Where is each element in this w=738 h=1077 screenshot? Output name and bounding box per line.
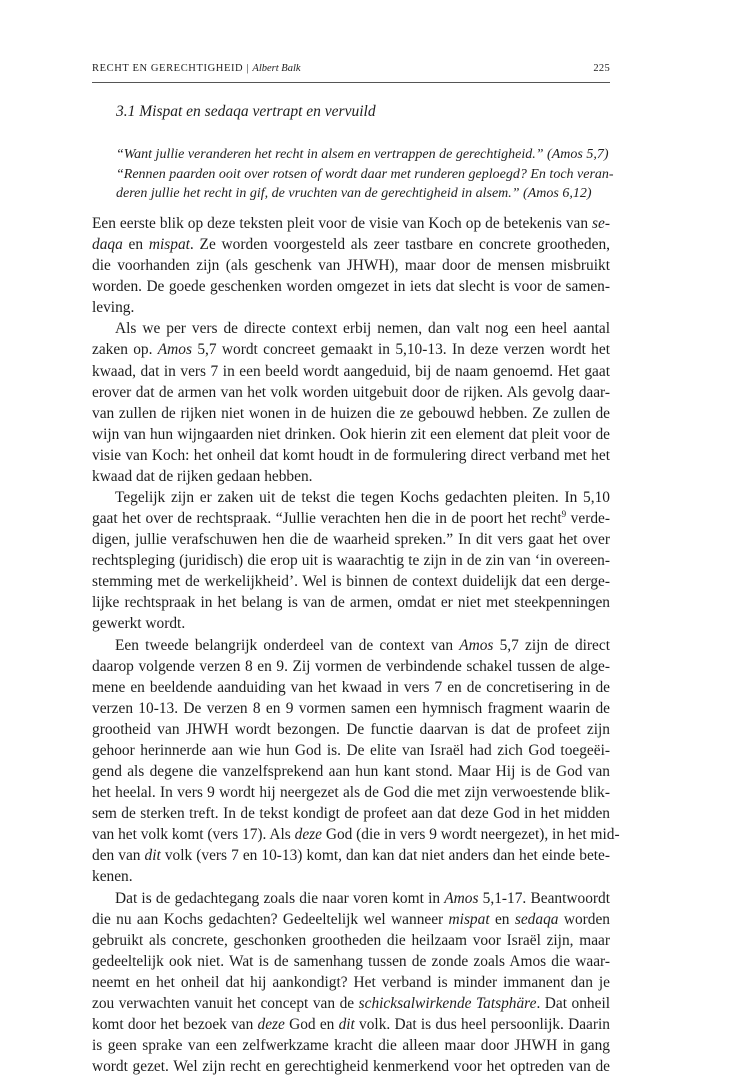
text-line: Als we per vers de directe context erbij nemen, dan valt nog een heel aantal xyxy=(115,320,610,338)
text-line: van zullen de rijken niet wonen in de huizen die ze gebouwd hebben. Ze zullen de xyxy=(92,404,610,422)
text-line: Een eerste blik op deze teksten pleit voor de visie van Koch op de betekenis van se- xyxy=(92,215,610,232)
page-number: 225 xyxy=(593,63,610,74)
text-line: digen, jullie verafschuwen hen die de waarheid spreken.” In dit vers gaat het over xyxy=(92,531,610,549)
text-line: zaken op. Amos 5,7 wordt concreet gemaakt in 5,10-13. In deze verzen wordt het xyxy=(92,341,610,359)
text-line: worden. De goede geschenken worden omgezet in iets dat slecht is voor de samen- xyxy=(92,278,610,296)
text-line: gehoor herinnerde aan wie hun God is. De elite van Israël had zich God toegeëi- xyxy=(92,741,610,759)
section-title: 3.1 Mispat en sedaqa vertrapt en vervuild xyxy=(116,103,376,120)
text-line: gewerkt wordt. xyxy=(92,615,186,633)
header-author: Albert Balk xyxy=(252,63,301,74)
epigraph-quote xyxy=(116,145,614,204)
text-line: stemming met de werkelijkheid’. Wel is binnen de context duidelijk dat een derge- xyxy=(92,573,610,591)
text-line: mene en beeldende aanduiding van het kwaad in vers 7 en de concretisering in de xyxy=(92,678,610,696)
text-line: neemt en het onheil dat hij aankondigt? Het verband is minder immanent dan je xyxy=(92,973,610,991)
text-line: erover dat de armen van het volk worden uitgebuit door de rijken. Als gevolg daar- xyxy=(92,383,610,401)
header-rule xyxy=(92,82,610,83)
footnote-ref: 9 xyxy=(561,508,567,519)
text-line: gaat het over de rechtspraak. “Jullie verachten hen die in de poort het recht$^9$ verde- xyxy=(92,508,610,528)
text-line: wordt gezet. Wel zijn recht en gerechtigheid kenmerkend voor het optreden van de xyxy=(92,1058,610,1076)
text-line: daqa en mispat. Ze worden voorgesteld als zeer tastbare en concrete grootheden, xyxy=(92,236,610,254)
text-line: kwaad, dat in vers 7 in een beeld wordt aangeduid, bij de naam genoemd. Het gaat xyxy=(92,362,610,380)
text-line: gedeeltelijk ook niet. Wat is de samenhang tussen de zonde zoals Amos die waar- xyxy=(92,952,610,970)
text-line: zou verwachten vanuit het concept van de schicksalwirkende Tatsphäre. Dat onheil xyxy=(92,994,611,1012)
text-line: die nu aan Kochs gedachten? Gedeeltelijk wel wanneer mispat en sedaqa worden xyxy=(92,910,610,928)
quote-line: “Want jullie veranderen het recht in alsem en vertrappen de gerechtigheid.” (Amos 5,7) xyxy=(116,147,609,162)
header-separator: | xyxy=(243,63,253,74)
text-line: lijke rechtspraak in het belang is van de armen, omdat er niet met steekpenningen xyxy=(92,594,610,612)
text-line: visie van Koch: het onheil dat komt houdt in de formulering direct verband met het xyxy=(92,446,610,464)
text-line: leving. xyxy=(92,299,135,317)
body-text xyxy=(92,213,620,1077)
text-line: wijn van hun wijngaarden niet drinken. Ook hierin zit een element dat pleit voor de xyxy=(92,425,610,443)
text-line: komt door het bezoek van deze God en dit volk. Dat is dus heel persoonlijk. Daarin xyxy=(92,1015,610,1033)
text-line: Dat is de gedachtegang zoals die naar voren komt in Amos 5,1-17. Beantwoordt xyxy=(115,889,610,907)
running-header xyxy=(92,63,610,74)
text-line: grootheid van JHWH wordt bezongen. De functie daarvan is dat de profeet zijn xyxy=(92,720,610,738)
text-line: die voorhanden zijn (als geschenk van JHWH), maar door de mensen misbruikt xyxy=(92,257,610,275)
text-line: gebruikt als concrete, geschonken grootheden die heilzaam voor Israël zijn, maar xyxy=(92,931,610,949)
text-line: is geen sprake van een zelfwerkzame kracht die alleen maar door JHWH in gang xyxy=(92,1037,610,1055)
quote-line: deren jullie het recht in gif, de vruchten van de gerechtigheid in alsem.” (Amos 6,12) xyxy=(116,186,592,201)
text-line: het heelal. In vers 9 wordt hij neergezet als de God die met zijn verwoestende blik- xyxy=(92,784,610,802)
text-line: rechtspleging (juridisch) die erop uit is waarachtig te zijn in de zin van ‘in overeen- xyxy=(92,552,610,570)
text-line: Tegelijk zijn er zaken uit de tekst die tegen Kochs gedachten pleiten. In 5,10 xyxy=(115,489,610,507)
text-line: kenen. xyxy=(92,868,133,886)
text-line: van het volk komt (vers 17). Als deze God (die in vers 9 wordt neergezet), in het mid- xyxy=(92,826,620,844)
text-line: daarop volgende verzen 8 en 9. Zij vormen de verbindende schakel tussen de alge- xyxy=(92,657,610,675)
text-line: kwaad dat de rijken gedaan hebben. xyxy=(92,467,313,485)
text-line: den van dit volk (vers 7 en 10-13) komt, dan kan dat niet anders dan het einde bete- xyxy=(92,847,611,865)
text-line: gend als degene die vanzelfsprekend aan hun kant stond. Maar Hij is de God van xyxy=(92,763,610,781)
quote-line: “Rennen paarden ooit over rotsen of wordt daar met runderen geploegd? En toch veran- xyxy=(116,166,614,182)
running-title: RECHT EN GERECHTIGHEID xyxy=(92,63,244,74)
text-line: verzen 10-13. De verzen 8 en 9 vormen samen een hymnisch fragment waarin de xyxy=(92,699,610,717)
text-line: sem de sterken treft. In de tekst kondigt de profeet aan dat deze God in het midden xyxy=(92,805,610,823)
text-line: Een tweede belangrijk onderdeel van de context van Amos 5,7 zijn de direct xyxy=(115,636,610,654)
